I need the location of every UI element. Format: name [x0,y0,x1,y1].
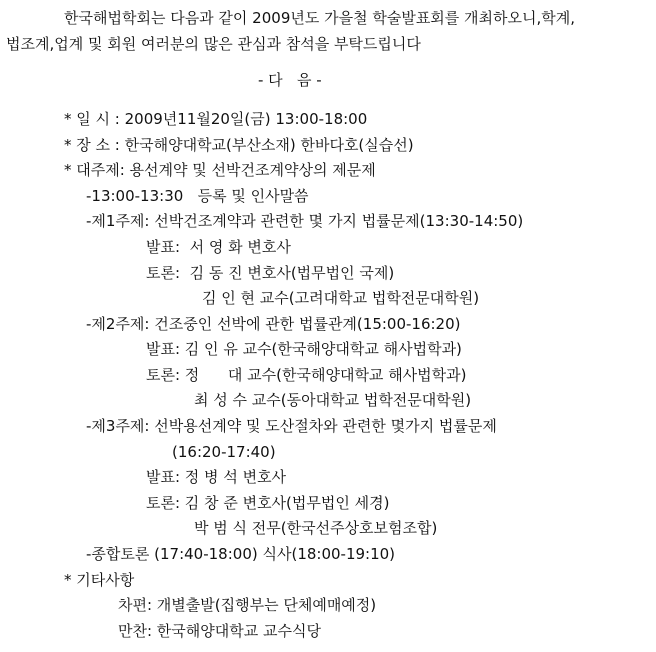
other-matters-label: * 기타사항 [64,571,135,589]
event-main-theme: * 대주제: 용선계약 및 선박건조계약상의 제문제 [64,161,376,179]
session-2-discussant-2: 최 성 수 교수(동아대학교 법학전문대학원) [194,391,472,409]
session-1-discussant-1: 토론: 김 동 진 변호사(법무법인 국제) [146,264,395,282]
event-venue: * 장 소 : 한국해양대학교(부산소재) 한바다호(실습선) [64,136,414,154]
registration-item: -13:00-13:30 등록 및 인사말씀 [86,187,309,205]
closing-discussion: -종합토론 (17:40-18:00) 식사(18:00-19:10) [86,545,396,563]
session-2-discussant-1: 토론: 정 대 교수(한국해양대학교 해사법학과) [146,366,467,384]
section-heading: - 다 음 - [258,71,322,89]
session-3-time: (16:20-17:40) [172,443,276,461]
session-2-title: -제2주제: 건조중인 선박에 관한 법률관계(15:00-16:20) [86,315,461,333]
session-1-title: -제1주제: 선박건조계약과 관련한 몇 가지 법률문제(13:30-14:50) [86,212,524,230]
transport-info: 차편: 개별출발(집행부는 단체예매예정) [118,596,377,614]
session-1-presenter: 발표: 서 영 화 변호사 [146,238,291,256]
intro-line-1: 한국해법학회는 다음과 같이 2009년도 가을철 학술발표회를 개최하오니,학계, [64,9,576,27]
event-date: * 일 시 : 2009년11월20일(금) 13:00-18:00 [64,110,368,128]
dinner-info: 만찬: 한국해양대학교 교수식당 [118,622,321,640]
session-2-presenter: 발표: 김 인 유 교수(한국해양대학교 해사법학과) [146,340,462,358]
session-3-discussant-1: 토론: 김 창 준 변호사(법무법인 세경) [146,494,390,512]
session-3-presenter: 발표: 정 병 석 변호사 [146,468,287,486]
session-3-discussant-2: 박 범 식 전무(한국선주상호보험조합) [194,519,438,537]
session-3-title: -제3주제: 선박용선계약 및 도산절차와 관련한 몇가지 법률문제 [86,417,497,435]
session-1-discussant-2: 김 인 현 교수(고려대학교 법학전문대학원) [202,289,480,307]
intro-line-2: 법조계,업계 및 회원 여러분의 많은 관심과 참석을 부탁드립니다 [6,35,421,53]
